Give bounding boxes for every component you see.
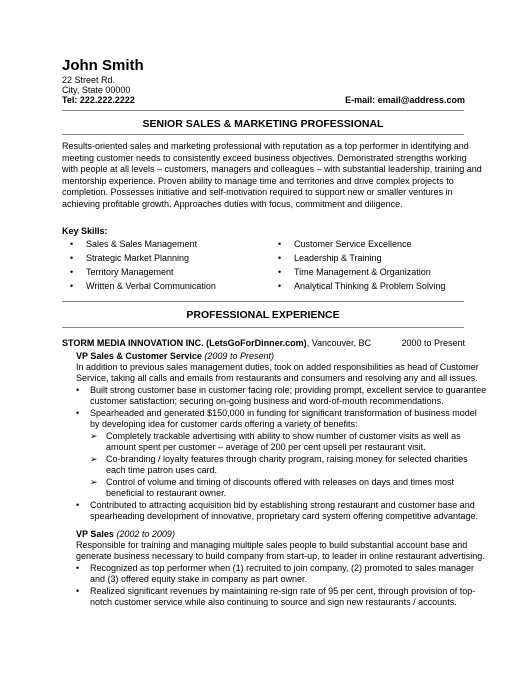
- bullet-icon: •: [76, 385, 80, 395]
- bullet-icon: •: [278, 281, 282, 291]
- summary-line: Results-oriented sales and marketing professional with reputation as a top performer in identifying and: [62, 141, 469, 151]
- text-line: Recognized as top performer when (1) recruited to join company, (2) promoted to sales manager: [90, 563, 475, 573]
- arrow-bullet-icon: ➢: [90, 477, 98, 487]
- summary-line: achieving profitable growth. Approaches duties with focus, commitment and diligence.: [62, 198, 403, 209]
- company-line: [62, 338, 371, 348]
- text-line: In addition to previous sales management duties, took on added responsibilities as head of Customer: [76, 362, 479, 372]
- role-name: VP Sales & Customer Service: [76, 351, 202, 361]
- bullet-icon: •: [70, 267, 74, 277]
- text-line: customer satisfaction; securing on-going business and word-of-mouth recommendations.: [90, 396, 444, 406]
- text-line: Realized significant revenues by maintaining re-sign rate of 95 per cent, through provision of top-: [90, 586, 476, 596]
- role-title: [76, 351, 274, 361]
- skill-item: Strategic Market Planning: [86, 253, 190, 263]
- street-address: 22 Street Rd.: [62, 75, 116, 85]
- skill-item: Analytical Thinking & Problem Solving: [294, 281, 446, 291]
- text-line: Built strong customer base in customer facing role; providing prompt, excellent service to guarantee: [90, 385, 487, 395]
- achievement-bullet: [90, 385, 486, 407]
- title-rule: [62, 134, 464, 135]
- telephone: Tel: 222.222.2222: [62, 95, 135, 105]
- bullet-icon: •: [278, 239, 282, 249]
- bullet-icon: •: [76, 500, 80, 510]
- bullet-icon: •: [278, 267, 282, 277]
- achievement-bullet: [90, 500, 478, 522]
- summary-line: with people at all levels – customers, managers and colleagues – with substantial leadership, training and: [62, 164, 482, 174]
- summary-line: completion. Possesses initiative and self-motivation required to support new or smaller ventures in: [62, 187, 453, 197]
- text-line: beneficial to restaurant owner.: [106, 488, 227, 498]
- text-line: spearheading development of innovative, proprietary card system offering competitive advantage.: [90, 511, 479, 521]
- text-line: Spearheaded and generated $150,000 in funding for significant transformation of business model: [90, 408, 477, 418]
- text-line: Contributed to attracting acquisition bid by establishing strong restaurant and customer base and: [90, 500, 475, 510]
- summary-line: mentorship experience. Proven ability to manage time and territories and drive complex projects to: [62, 175, 454, 186]
- text-line: generate business necessary to build company from start-up, to leader in online restaurant advertising.: [76, 551, 485, 561]
- city-state: City, State 00000: [62, 85, 131, 95]
- bullet-icon: •: [76, 563, 80, 573]
- text-line: by developing idea for customer cards offering a variety of benefits:: [90, 419, 358, 429]
- role-period: (2009 to Present): [204, 351, 274, 361]
- experience-top-rule: [62, 301, 464, 302]
- achievement-bullet: [90, 563, 474, 585]
- experience-bottom-rule: [62, 327, 464, 328]
- role-intro: [76, 540, 485, 562]
- sub-bullet: [106, 431, 461, 453]
- text-line: Control of volume and timing of discounts offered with releases on days and times most: [106, 477, 455, 487]
- experience-heading: PROFESSIONAL EXPERIENCE: [186, 309, 340, 321]
- company-location: , Vancouver, BC: [306, 338, 372, 348]
- text-line: and (3) offered equity stake in company as part owner.: [90, 574, 307, 584]
- employment-dates: 2000 to Present: [401, 338, 465, 348]
- resume-title: SENIOR SALES & MARKETING PROFESSIONAL: [142, 118, 384, 130]
- bullet-icon: •: [70, 253, 74, 263]
- role-title: [76, 529, 175, 539]
- bullet-icon: •: [76, 408, 80, 418]
- key-skills-heading: Key Skills:: [62, 226, 108, 236]
- header-rule: [62, 110, 464, 111]
- skill-item: Customer Service Excellence: [294, 239, 412, 249]
- achievement-bullet: [90, 408, 477, 430]
- summary-paragraph: [62, 141, 482, 210]
- role-period: (2002 to 2009): [116, 529, 175, 539]
- email-address: E-mail: email@address.com: [345, 95, 465, 105]
- skill-item: Time Management & Organization: [294, 267, 431, 277]
- sub-bullet: [106, 477, 454, 499]
- arrow-bullet-icon: ➢: [90, 431, 98, 441]
- skill-item: Leadership & Training: [294, 253, 382, 263]
- role-intro: [76, 362, 479, 384]
- bullet-icon: •: [70, 281, 74, 291]
- achievement-bullet: [90, 586, 475, 608]
- skill-item: Territory Management: [86, 267, 174, 277]
- bullet-icon: •: [278, 253, 282, 263]
- arrow-bullet-icon: ➢: [90, 454, 98, 464]
- role-name: VP Sales: [76, 529, 114, 539]
- text-line: Service, taking all calls and emails from restaurants and consumers and resolving any and all issues.: [76, 373, 478, 383]
- company-name: STORM MEDIA INNOVATION INC. (LetsGoForDinner.com): [62, 338, 307, 348]
- summary-line: meeting customer needs to consistently exceed business objectives. Demonstrated strengths working: [62, 152, 467, 163]
- bullet-icon: •: [70, 239, 74, 249]
- text-line: Responsible for training and managing multiple sales people to build substantial account base and: [76, 540, 468, 550]
- candidate-name: John Smith: [62, 57, 144, 74]
- bullet-icon: •: [76, 586, 80, 596]
- skill-item: Written & Verbal Communication: [86, 281, 216, 291]
- sub-bullet: [106, 454, 468, 476]
- text-line: amount spent per customer – average of 200 per cent upsell per restaurant visit.: [106, 442, 426, 452]
- skill-item: Sales & Sales Management: [86, 239, 198, 249]
- text-line: Co-branding / loyalty features through charity program, raising money for selected charities: [106, 454, 468, 464]
- text-line: Completely trackable advertising with ability to show number of customer visits as well as: [106, 431, 461, 441]
- text-line: each time patron uses card.: [106, 465, 218, 475]
- text-line: notch customer service while also continuing to source and sign new restaurants / accounts.: [90, 597, 457, 607]
